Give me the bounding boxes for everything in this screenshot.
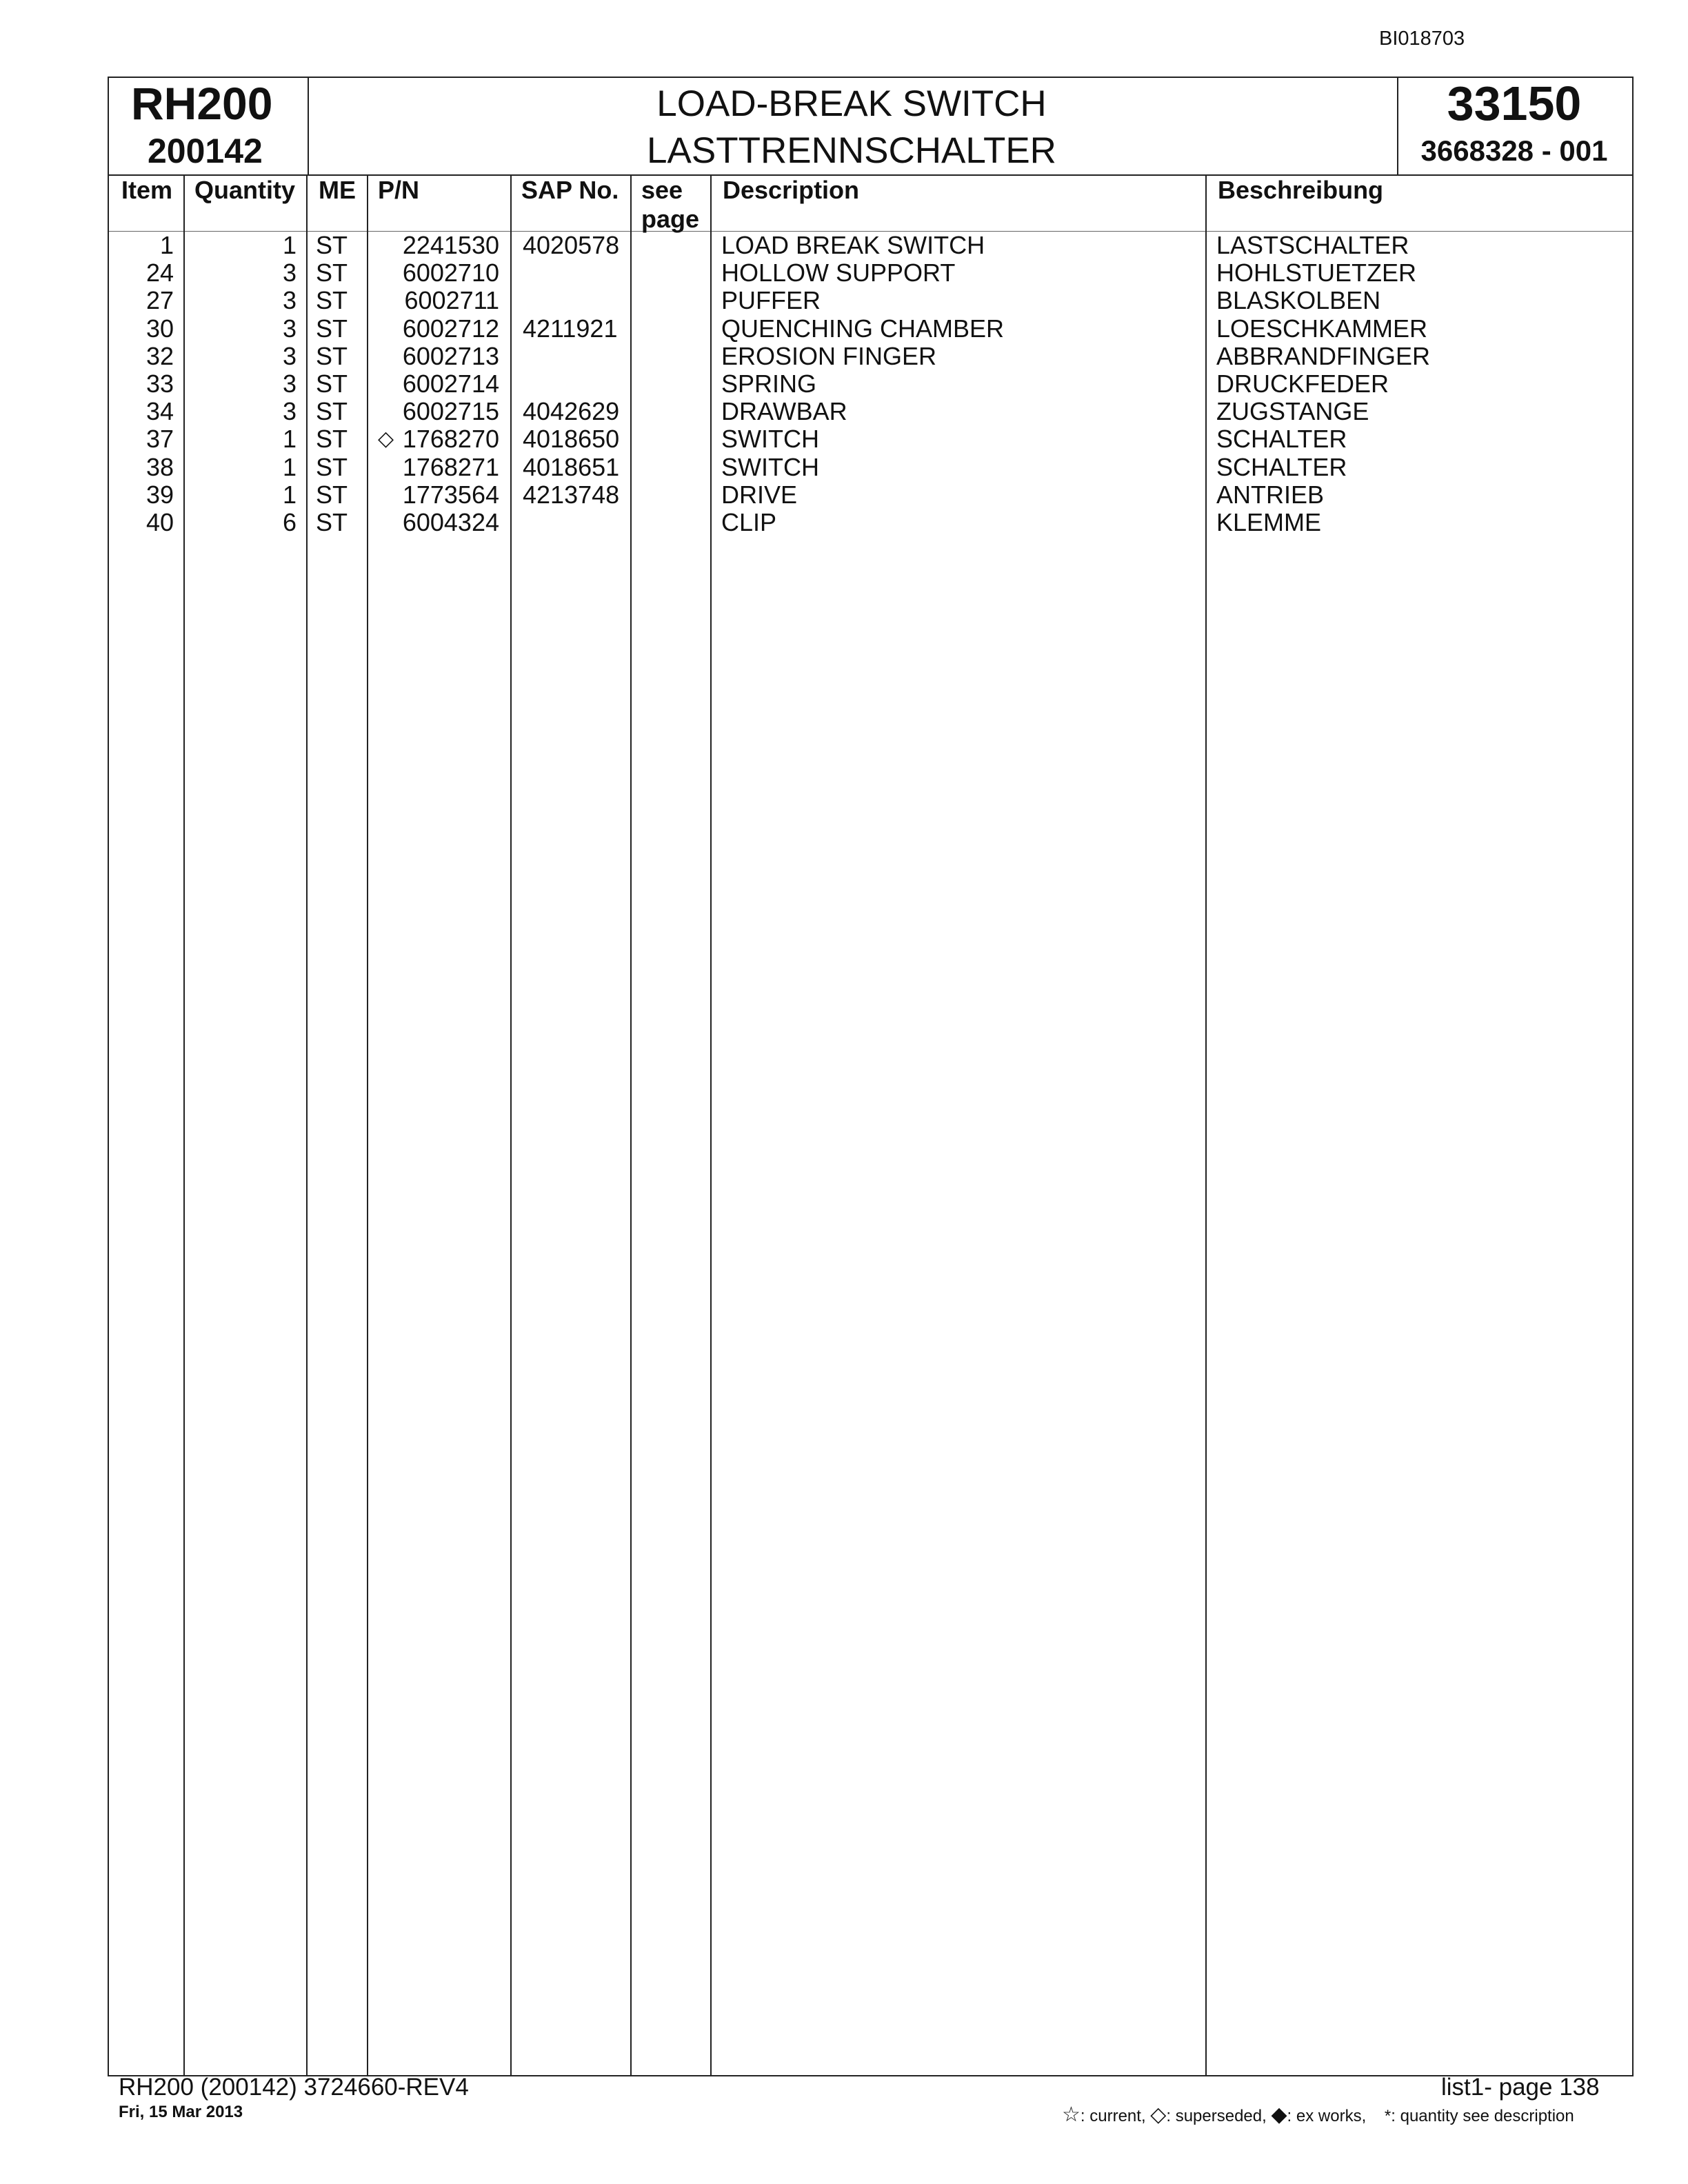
cell-see-page: [641, 425, 710, 453]
cell-sap: [523, 370, 619, 398]
col-header-description: Description: [723, 176, 860, 204]
symbol-legend: [1062, 2103, 1574, 2127]
legend-superseded: : superseded,: [1166, 2107, 1267, 2125]
cell-beschreibung: ZUGSTANGE: [1216, 397, 1369, 426]
legend-current: : current,: [1080, 2107, 1146, 2125]
cell-item: 37: [145, 425, 174, 454]
cell-pn: 1768270: [402, 425, 499, 454]
cell-pn: 6002713: [402, 341, 499, 370]
cell-beschreibung: SCHALTER: [1216, 452, 1347, 481]
cell-pn: 1768271: [402, 452, 499, 481]
cell-me: ST: [316, 314, 348, 343]
footer-reference: RH200 (200142) 3724660-REV4: [119, 2074, 469, 2101]
cell-description: HOLLOW SUPPORT: [721, 259, 956, 287]
cell-description: PUFFER: [721, 286, 821, 315]
cell-see-page: [641, 454, 710, 481]
cell-quantity: 3: [282, 314, 297, 343]
star-icon: ☆: [1062, 2103, 1081, 2126]
cell-pn: 6002712: [402, 314, 499, 343]
col-header-item: Item: [121, 176, 173, 204]
col-sep-me: [367, 174, 368, 2075]
cell-sap: [523, 509, 619, 536]
title-german: LASTTRENNSCHALTER: [647, 130, 1056, 171]
title-english: LOAD-BREAK SWITCH: [656, 83, 1047, 124]
col-sep-pn: [510, 174, 512, 2075]
cell-item: 27: [145, 286, 174, 315]
cell-sap: 4020578: [523, 231, 620, 259]
cell-me: ST: [316, 480, 348, 509]
cell-item: 39: [145, 480, 174, 509]
cell-me: ST: [316, 425, 348, 454]
cell-sap: 4211921: [523, 314, 618, 343]
legend-quantity: : quantity see description: [1391, 2107, 1574, 2125]
col-header-page: page: [641, 205, 700, 233]
cell-sap: 4042629: [523, 397, 620, 426]
cell-see-page: [641, 343, 710, 370]
cell-see-page: [641, 315, 710, 343]
cell-quantity: 1: [282, 480, 297, 509]
cell-sap: 4018651: [523, 452, 620, 481]
cell-item: 1: [159, 231, 174, 259]
cell-quantity: 1: [282, 452, 297, 481]
cell-see-page: [641, 481, 710, 509]
cell-description: SPRING: [721, 370, 817, 398]
cell-see-page: [641, 287, 710, 314]
cell-beschreibung: DRUCKFEDER: [1216, 370, 1389, 398]
cell-see-page: [641, 509, 710, 536]
cell-me: ST: [316, 508, 348, 536]
cell-sap: 4018650: [523, 425, 620, 454]
cell-me: ST: [316, 286, 348, 315]
legend-ex-works: : ex works,: [1287, 2107, 1367, 2125]
cell-me: ST: [316, 341, 348, 370]
cell-pn: 6002715: [402, 397, 499, 426]
cell-item: 34: [145, 397, 174, 426]
footer-page-number: list1- page 138: [1441, 2074, 1600, 2101]
cell-quantity: 3: [282, 370, 297, 398]
col-header-pn: P/N: [378, 176, 420, 204]
cell-see-page: [641, 398, 710, 425]
cell-item: 30: [145, 314, 174, 343]
cell-pn: 6002711: [404, 286, 499, 315]
col-header-sap: SAP No.: [521, 176, 619, 204]
cell-see-page: [641, 232, 710, 259]
col-sep-sap: [630, 174, 632, 2075]
cell-description: QUENCHING CHAMBER: [721, 314, 1005, 343]
cell-sap: [523, 287, 619, 314]
cell-item: 40: [145, 508, 174, 536]
cell-pn: 6002714: [402, 370, 499, 398]
footer-date: Fri, 15 Mar 2013: [119, 2103, 243, 2121]
cell-description: CLIP: [721, 508, 777, 536]
cell-quantity: 3: [282, 259, 297, 287]
cell-quantity: 3: [282, 397, 297, 426]
col-sep-quantity: [306, 174, 308, 2075]
cell-see-page: [641, 370, 710, 398]
cell-quantity: 1: [282, 425, 297, 454]
cell-description: EROSION FINGER: [721, 341, 937, 370]
cell-beschreibung: SCHALTER: [1216, 425, 1347, 454]
drawing-number: 3668328 - 001: [1420, 134, 1608, 167]
cell-description: DRAWBAR: [721, 397, 847, 426]
cell-item: 38: [145, 452, 174, 481]
header-divider-left: [308, 78, 309, 176]
cell-beschreibung: LASTSCHALTER: [1216, 231, 1409, 259]
cell-me: ST: [316, 231, 348, 259]
cell-beschreibung: LOESCHKAMMER: [1216, 314, 1428, 343]
cell-item: 24: [145, 259, 174, 287]
cell-pn: 2241530: [402, 231, 499, 259]
cell-sap: [523, 259, 619, 287]
cell-me: ST: [316, 452, 348, 481]
cell-me: ST: [316, 397, 348, 426]
cell-beschreibung: BLASKOLBEN: [1216, 286, 1381, 315]
cell-pn: 6004324: [402, 508, 499, 536]
col-header-me: ME: [319, 176, 356, 204]
cell-description: LOAD BREAK SWITCH: [721, 231, 985, 259]
col-header-beschreibung: Beschreibung: [1218, 176, 1384, 204]
diamond-filled-icon: ◆: [1271, 2103, 1287, 2126]
cell-pn: 6002710: [402, 259, 499, 287]
serial-number: 200142: [148, 132, 263, 170]
cell-see-page: [641, 259, 710, 287]
cell-pn: 1773564: [402, 480, 499, 509]
model-name: RH200: [131, 78, 273, 129]
cell-quantity: 3: [282, 341, 297, 370]
cell-sap: [523, 343, 619, 370]
col-sep-see-page: [710, 174, 712, 2075]
cell-quantity: 3: [282, 286, 297, 315]
asterisk-icon: *: [1384, 2107, 1391, 2125]
document-id: BI018703: [1379, 28, 1465, 50]
cell-me: ST: [316, 259, 348, 287]
cell-item: 32: [145, 341, 174, 370]
cell-item: 33: [145, 370, 174, 398]
cell-description: DRIVE: [721, 480, 798, 509]
cell-description: SWITCH: [721, 425, 819, 454]
cell-quantity: 1: [282, 231, 297, 259]
cell-quantity: 6: [282, 508, 297, 536]
cell-beschreibung: KLEMME: [1216, 508, 1322, 536]
superseded-icon: ◇: [378, 427, 394, 451]
cell-me: ST: [316, 370, 348, 398]
col-header-quantity: Quantity: [194, 176, 296, 204]
cell-sap: 4213748: [523, 480, 620, 509]
cell-beschreibung: ANTRIEB: [1216, 480, 1325, 509]
cell-beschreibung: ABBRANDFINGER: [1216, 341, 1431, 370]
group-number: 33150: [1447, 77, 1582, 130]
cell-beschreibung: HOHLSTUETZER: [1216, 259, 1417, 287]
col-sep-item: [183, 174, 185, 2075]
diamond-outline-icon: ◇: [1150, 2103, 1167, 2126]
cell-description: SWITCH: [721, 452, 819, 481]
col-sep-description: [1205, 174, 1207, 2075]
col-header-see: see: [641, 176, 683, 204]
